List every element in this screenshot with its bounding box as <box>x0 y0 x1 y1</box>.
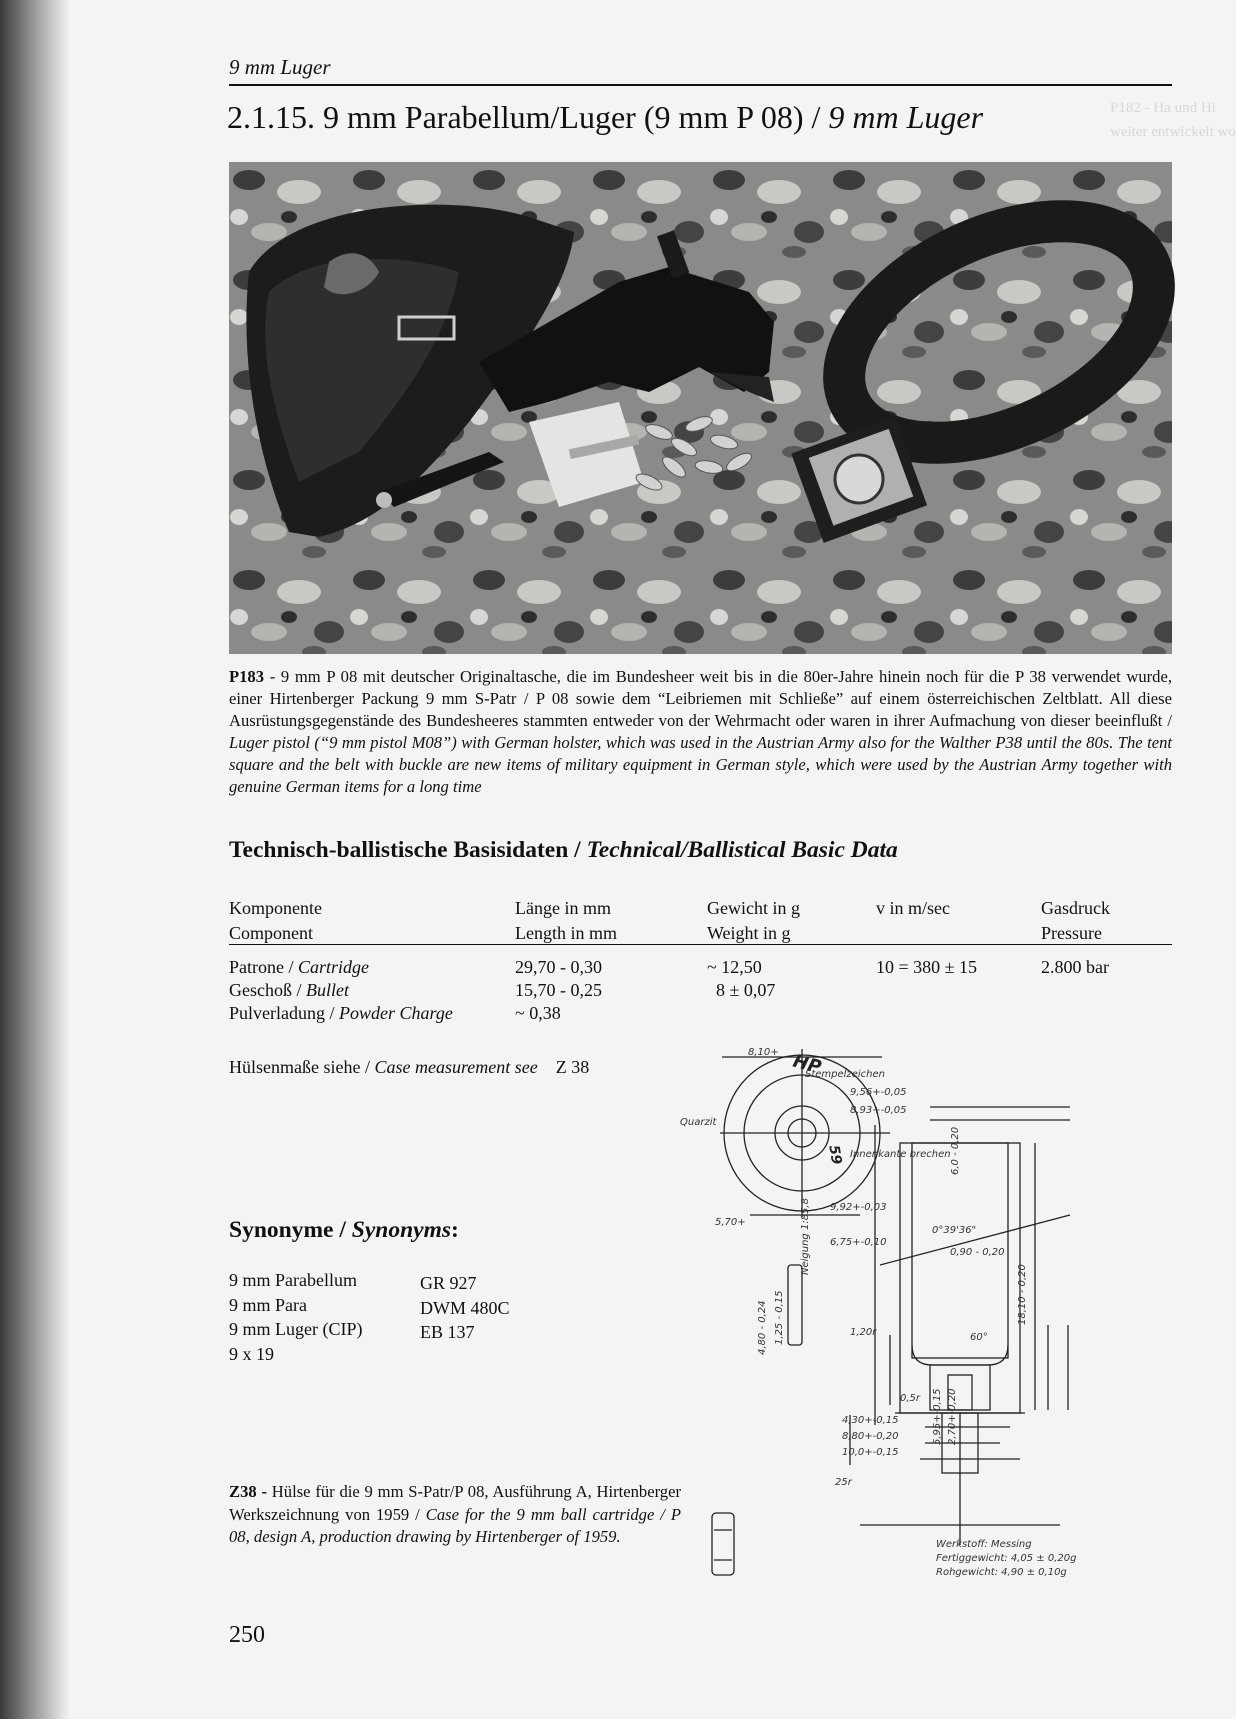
drawing-dimension: 9,92+-0,03 <box>830 1202 887 1213</box>
synonym-list-primary <box>229 1268 362 1366</box>
running-header: 9 mm Luger <box>229 55 331 79</box>
drawing-dimension: 25r <box>835 1477 852 1488</box>
cell-length: ~ 0,38 <box>515 1003 561 1023</box>
cell-length: 29,70 - 0,30 <box>515 957 602 977</box>
column-header-pressure: Gasdruck Pressure <box>1041 898 1110 943</box>
drawing-dimension: 18,10 - 0,20 <box>1017 1264 1028 1325</box>
bleed-through-text: P182 - Ha und Hi <box>1110 100 1216 116</box>
drawing-dimension: 4,80 - 0,24 <box>757 1300 768 1355</box>
drawing-note: Innenkante brechen <box>850 1149 951 1160</box>
drawing-dimension: 1,25 - 0,15 <box>774 1290 785 1345</box>
list-item: 9 mm Luger (CIP) <box>229 1319 363 1339</box>
column-header-velocity: v in m/sec <box>876 898 950 918</box>
drawing-dimension: 5,95+-0,15 <box>932 1388 943 1445</box>
case-measurement-reference: Hülsenmaße siehe / Case measurement see Z 38 <box>229 1057 590 1077</box>
column-header-component: Komponente Component <box>229 898 322 943</box>
synonym-list-codes <box>420 1271 510 1345</box>
column-header-length: Länge in mm Length in mm <box>515 898 617 943</box>
cell-velocity: 10 = 380 ± 15 <box>876 957 978 977</box>
drawing-dimension: 8,80+-0,20 <box>842 1431 899 1442</box>
drawing-dimension: 6,75+-0,10 <box>830 1237 887 1248</box>
drawing-dimension: 4,30+-0,15 <box>842 1415 899 1426</box>
cell-weight: ~ 12,50 <box>707 957 762 977</box>
list-item: 9 x 19 <box>229 1343 274 1364</box>
drawing-dimension: 0,5r <box>900 1393 921 1404</box>
drawing-dimension: 1,20r <box>850 1327 877 1338</box>
drawing-dimension: 0,90 - 0,20 <box>950 1247 1005 1258</box>
section-title: 2.1.15. 9 mm Parabellum/Luger (9 mm P 08) / 9 mm Luger <box>227 99 984 135</box>
drawing-material-note: Werkstoff: Messing <box>936 1539 1032 1550</box>
row-label-powder-charge: Pulverladung / Powder Charge <box>229 1003 453 1023</box>
list-item: EB 137 <box>420 1322 475 1342</box>
drawing-weight-note: Rohgewicht: 4,90 ± 0,10g <box>936 1567 1067 1578</box>
column-header-weight: Gewicht in g Weight in g <box>707 898 800 943</box>
bleed-through-text: weiter entwickelt wo <box>1110 124 1236 140</box>
table-rule <box>229 944 1172 945</box>
drawing-dimension: 60° <box>970 1332 988 1343</box>
drawing-weight-note: Fertiggewicht: 4,05 ± 0,20g <box>936 1553 1077 1564</box>
book-binding-shadow <box>0 0 70 1719</box>
cell-pressure: 2.800 bar <box>1041 957 1109 977</box>
drawing-dimension: 10,0+-0,15 <box>842 1447 899 1458</box>
row-label-bullet: Geschoß / Bullet <box>229 980 349 1000</box>
drawing-note: Quarzit <box>680 1117 717 1128</box>
header-rule <box>229 84 1172 86</box>
cartridge-case-technical-drawing <box>680 1045 1170 1605</box>
list-item: 9 mm Parabellum <box>229 1270 357 1290</box>
drawing-note: Stempelzeichen <box>805 1069 885 1080</box>
drawing-dimension: 8,10+ <box>748 1047 779 1058</box>
drawing-dimension: 5,70+ <box>715 1217 746 1228</box>
drawing-dimension: 6,0 - 0,20 <box>950 1126 961 1175</box>
drawing-dimension: 9,56+-0,05 <box>850 1087 907 1098</box>
drawing-note: Neigung 1:85,8 <box>800 1198 811 1275</box>
cell-length: 15,70 - 0,25 <box>515 980 602 1000</box>
list-item: GR 927 <box>420 1273 477 1293</box>
list-item: DWM 480C <box>420 1297 510 1318</box>
drawing-dimension: 0°39'36" <box>932 1225 977 1236</box>
drawing-caption: Z38 - Hülse für die 9 mm S-Patr/P 08, Ausführung A, Hirtenberger Werkszeichnung von 1959 / Case for the 9 mm ball cartridge / P 08, design A, production drawing by Hirtenberger of 1959. <box>229 1482 682 1546</box>
page-number: 250 <box>229 1622 265 1648</box>
cell-weight: 8 ± 0,07 <box>716 980 776 1000</box>
svg-text:59: 59 <box>825 1143 845 1166</box>
pistol-holster-belt-ammunition-photo <box>229 162 1172 654</box>
drawing-dimension: 8,93+-0,05 <box>850 1105 907 1116</box>
row-label-cartridge: Patrone / Cartridge <box>229 957 370 977</box>
drawing-dimension: 2,70+-0,20 <box>947 1388 958 1445</box>
svg-text:HP: HP <box>790 1050 824 1079</box>
list-item: 9 mm Para <box>229 1294 307 1315</box>
synonyms-heading: Synonyme / Synonyms: <box>229 1217 459 1243</box>
photo-caption: P183 - 9 mm P 08 mit deutscher Originaltasche, die im Bundesheer weit bis in die 80er-Jahre hinein noch für die P 38 verwendet wurde, einer Hirtenberger Packung 9 mm S-Patr / P 08 sowie dem “Leibriemen mit Schließe” auf einem österreichischen Zeltblatt. All diese Ausrüstungsgegenstände des Bundesheeres stammten entweder von der Wehrmacht oder waren in ihrer Aufmachung von dieser beeinflußt / Luger pistol (“9 mm pistol M08”) with German holster, which was used in the Austrian Army also for the Walther P38 until the 80s. The tent square and the belt with buckle are new items of military equipment in German style, which were used by the Austrian Army together with genuine German items for a long time <box>229 667 1172 796</box>
basic-data-heading: Technisch-ballistische Basisidaten / Technical/Ballistical Basic Data <box>229 837 898 863</box>
